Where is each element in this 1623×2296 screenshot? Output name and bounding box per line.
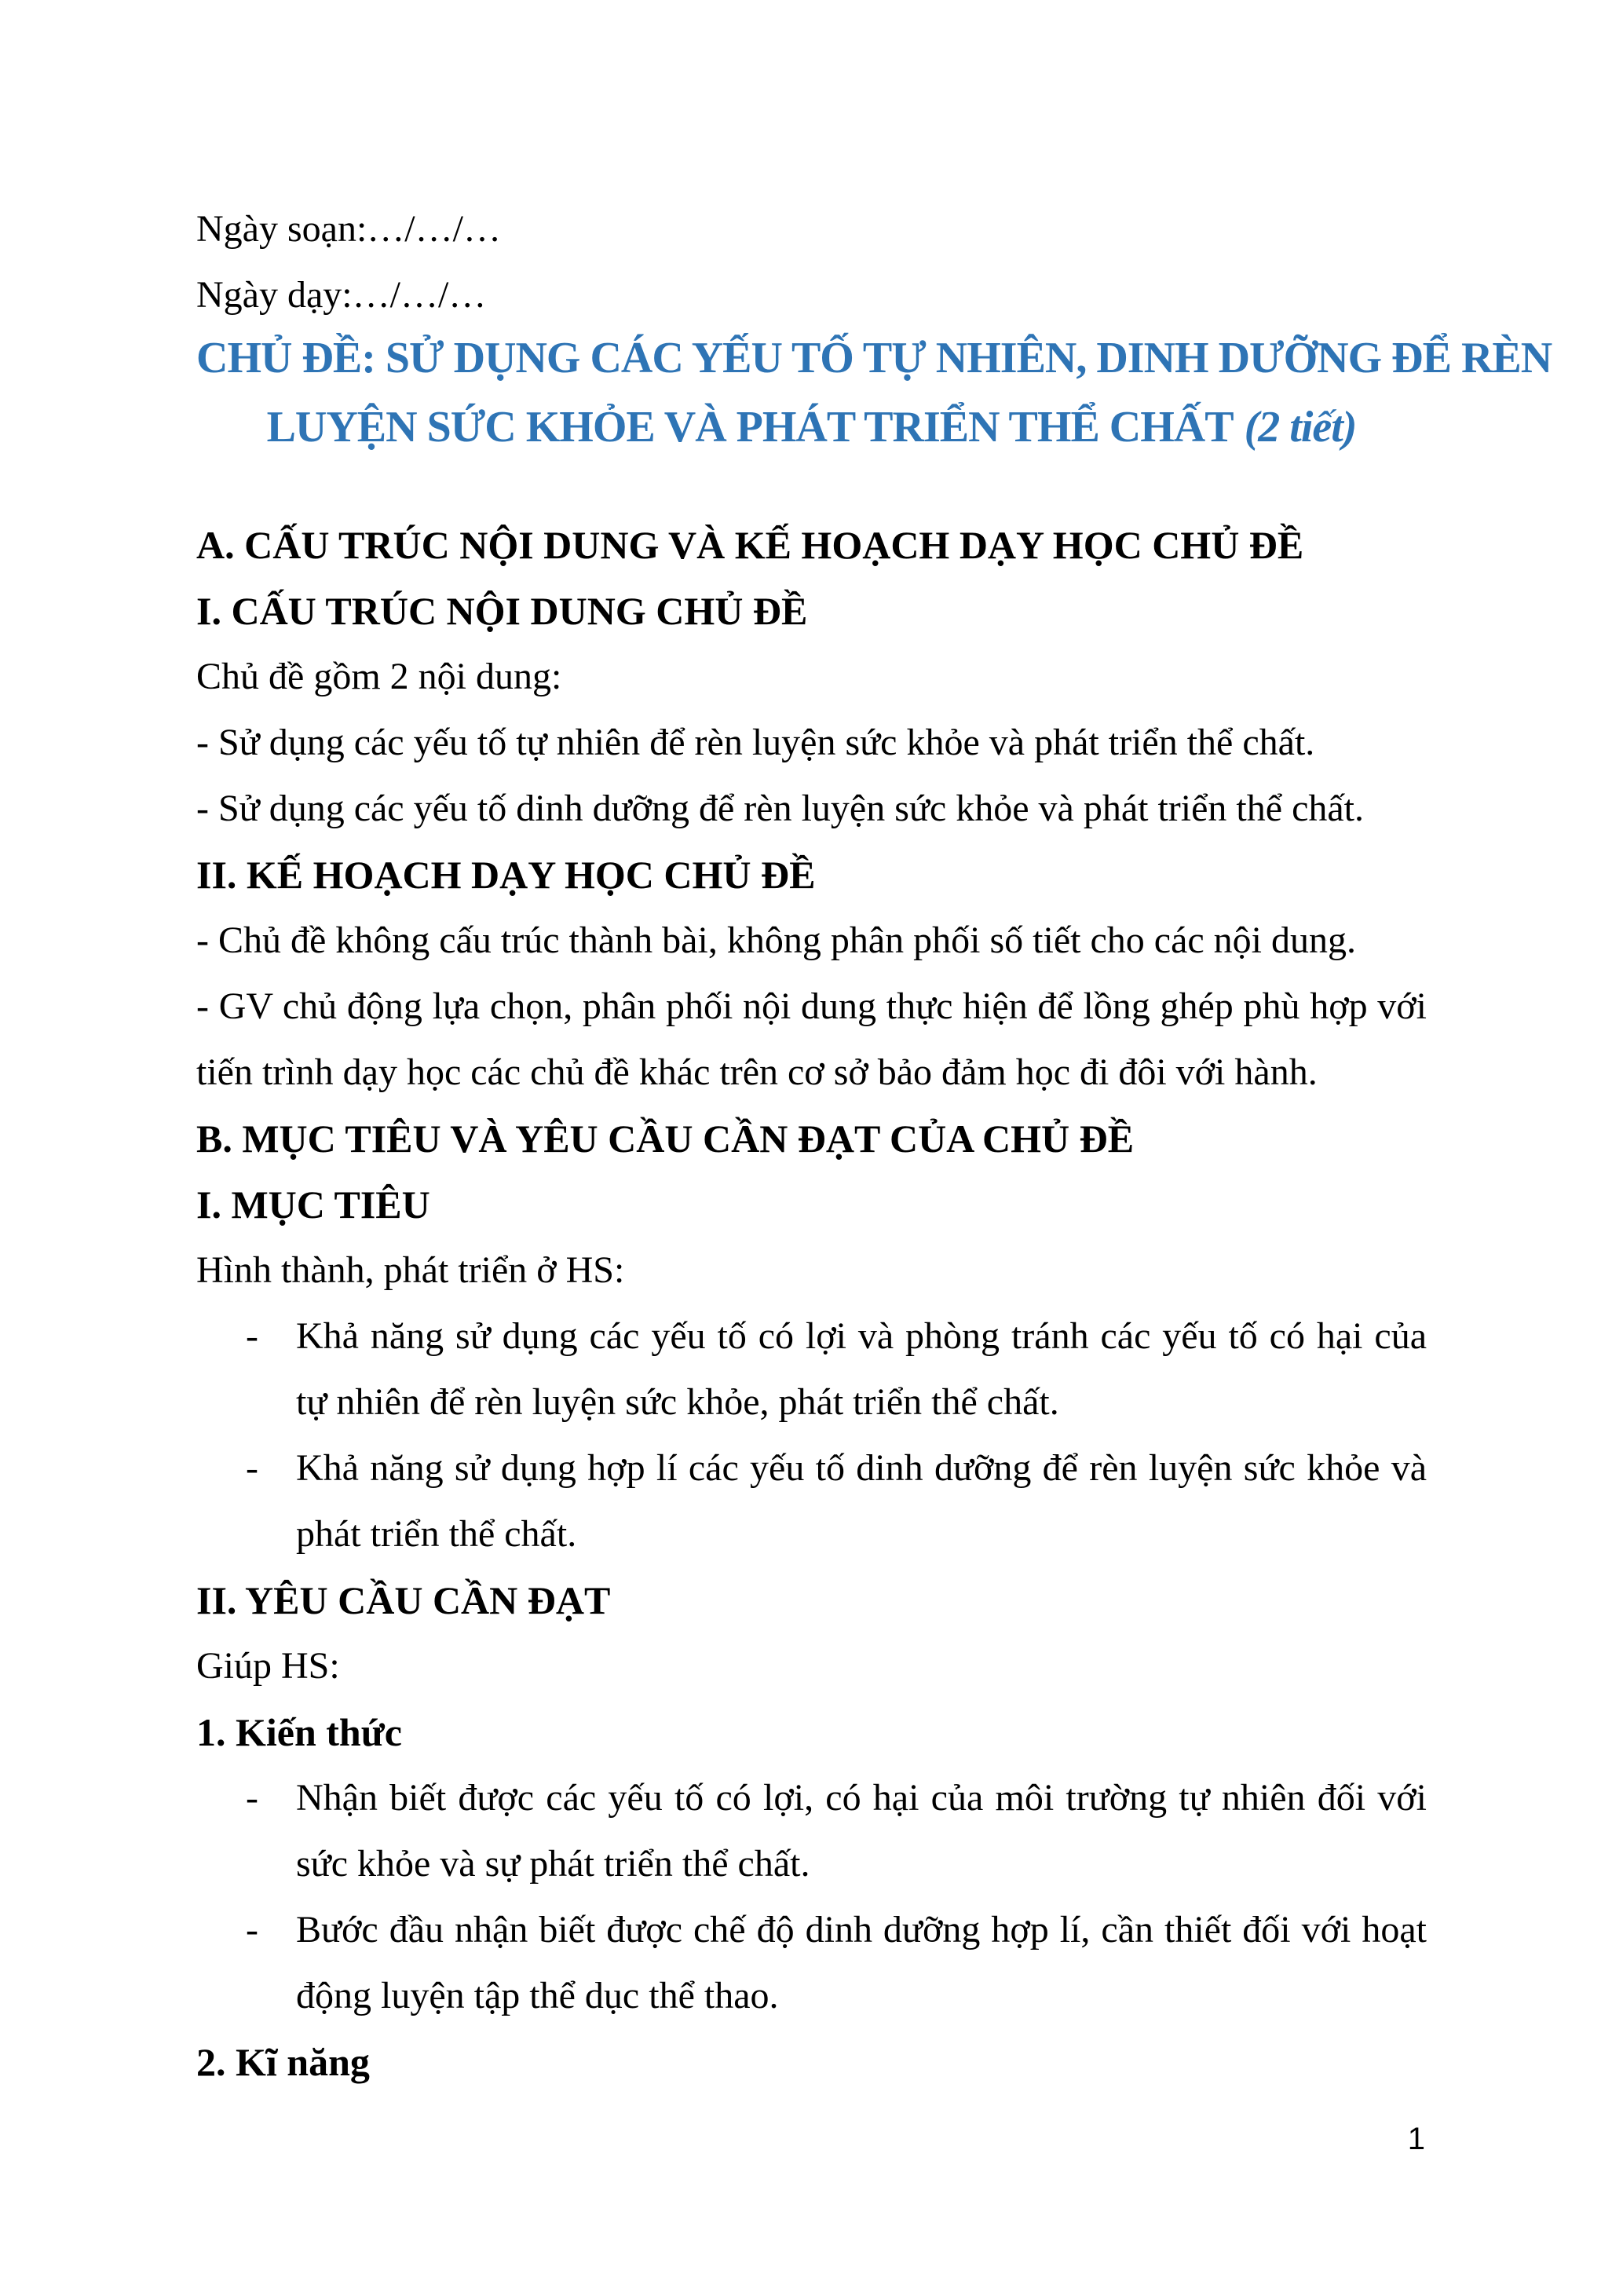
section-heading: I. MỤC TIÊU: [196, 1183, 430, 1227]
paragraph: - GV chủ động lựa chọn, phân phối nội dung thực hiện để lồng ghép phù hợp với tiến trình dạy học các chủ đề khác trên cơ sở bảo đảm học đi đôi với hành.: [196, 985, 1427, 1093]
date-taught-line: Ngày dạy:…/…/…: [196, 274, 487, 316]
bullet-item: [246, 1303, 1427, 1435]
section-heading: 1. Kiến thức: [196, 1710, 402, 1754]
document-body: [196, 512, 1427, 2095]
paragraph: Giúp HS:: [196, 1645, 340, 1687]
document-title-line1: CHỦ ĐỀ: SỬ DỤNG CÁC YẾU TỐ TỰ NHIÊN, DINH DƯỠNG ĐỂ RÈN: [196, 334, 1552, 382]
paragraph: - Sử dụng các yếu tố dinh dưỡng để rèn luyện sức khỏe và phát triển thể chất.: [196, 788, 1365, 829]
document-title: [196, 324, 1552, 462]
date-prepared-line: Ngày soạn:…/…/…: [196, 208, 501, 250]
bullet-item: [246, 1435, 1427, 1567]
section-heading: A. CẤU TRÚC NỘI DUNG VÀ KẾ HOẠCH DẠY HỌC CHỦ ĐỀ: [196, 523, 1304, 567]
bullet-item: [246, 1897, 1427, 2029]
bullet-dash: -: [246, 1909, 258, 1951]
bullet-text: Nhận biết được các yếu tố có lợi, có hại của môi trường tự nhiên đối với sức khỏe và sự phát triển thể chất.: [296, 1777, 1427, 1885]
section-heading: 2. Kĩ năng: [196, 2040, 370, 2084]
paragraph: - Chủ đề không cấu trúc thành bài, không phân phối số tiết cho các nội dung.: [196, 919, 1357, 961]
document-title-line2: [196, 393, 1427, 462]
bullet-text: Khả năng sử dụng hợp lí các yếu tố dinh dưỡng để rèn luyện sức khỏe và phát triển thể chất.: [296, 1447, 1427, 1555]
bullet-dash: -: [246, 1777, 258, 1819]
document-title-duration-note: (2 tiết): [1244, 403, 1357, 452]
bullet-text: Bước đầu nhận biết được chế độ dinh dưỡng hợp lí, cần thiết đối với hoạt động luyện tập thể dục thể thao.: [296, 1909, 1427, 2016]
bullet-item: [246, 1765, 1427, 1897]
section-heading: II. KẾ HOẠCH DẠY HỌC CHỦ ĐỀ: [196, 853, 816, 897]
section-heading: I. CẤU TRÚC NỘI DUNG CHỦ ĐỀ: [196, 589, 808, 633]
section-heading: B. MỤC TIÊU VÀ YÊU CẦU CẦN ĐẠT CỦA CHỦ ĐỀ: [196, 1117, 1135, 1161]
document-title-line2-main: LUYỆN SỨC KHỎE VÀ PHÁT TRIỂN THỂ CHẤT: [266, 403, 1234, 452]
section-heading: II. YÊU CẦU CẦN ĐẠT: [196, 1578, 611, 1622]
bullet-dash: -: [246, 1447, 258, 1489]
bullet-dash: -: [246, 1315, 258, 1357]
document-content: [196, 196, 1552, 2095]
paragraph: Hình thành, phát triển ở HS:: [196, 1249, 625, 1291]
page-number: 1: [1407, 2122, 1425, 2156]
bullet-text: Khả năng sử dụng các yếu tố có lợi và phòng tránh các yếu tố có hại của tự nhiên để rèn luyện sức khỏe, phát triển thể chất.: [296, 1315, 1427, 1423]
paragraph: - Sử dụng các yếu tố tự nhiên để rèn luyện sức khỏe và phát triển thể chất.: [196, 722, 1315, 763]
paragraph: Chủ đề gồm 2 nội dung:: [196, 656, 562, 697]
